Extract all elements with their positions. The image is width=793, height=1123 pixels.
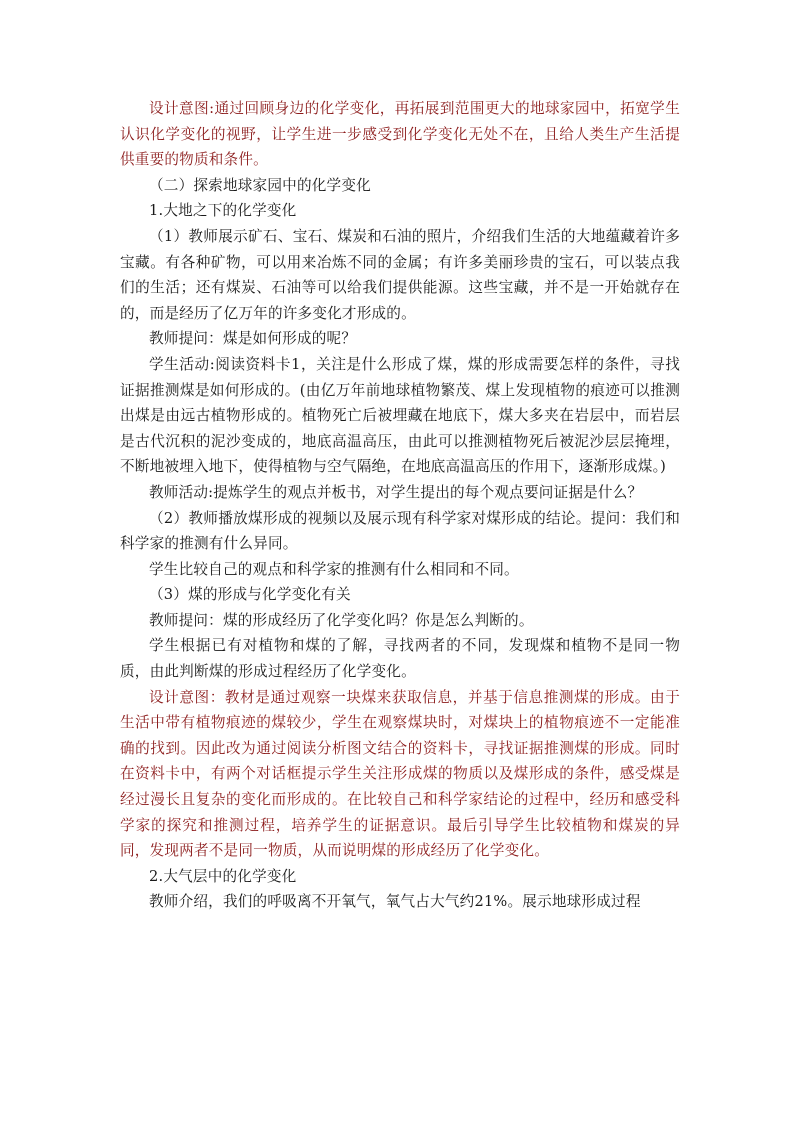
body-paragraph-teacher-show: （1）教师展示矿石、宝石、煤炭和石油的照片，介绍我们生活的大地蕴藏着许多宝藏。有各种矿物，可以用来冶炼不同的金属；有许多美丽珍贵的宝石，可以装点我们的生活；还有煤炭、石油等可以给我们提供能源。这些宝藏，并不是一开始就存在的，而是经历了亿万年的许多变化才形成的。 [120,227,680,322]
body-paragraph-video: （2）教师播放煤形成的视频以及展示现有科学家对煤形成的结论。提问：我们和科学家的推测有什么异同。 [120,509,680,553]
design-intent-paragraph-1: 设计意图:通过回顾身边的化学变化，再拓展到范围更大的地球家园中，拓宽学生认识化学变化的视野，让学生进一步感受到化学变化无处不在，且给人类生产生活提供重要的物质和条件。 [120,100,680,169]
body-paragraph-student-judge: 学生根据已有对植物和煤的了解，寻找两者的不同，发现煤和植物不是同一物质，由此判断煤的形成过程经历了化学变化。 [120,637,680,681]
subsection-heading-1: 1.大地之下的化学变化 [149,202,297,220]
body-paragraph-coal-chemistry: （3）煤的形成与化学变化有关 [149,586,351,604]
body-paragraph-student-activity: 学生活动:阅读资料卡1，关注是什么形成了煤，煤的形成需要怎样的条件，寻找证据推测煤是如何形成的。(由亿万年前地球植物繁茂、煤上发现植物的痕迹可以推测出煤是由远古植物形成的。植物死亡后被埋藏在地底下，煤大多夹在岩层中，而岩层是古代沉积的泥沙变成的，地底高温高压，由此可以推测植物死后被泥沙层层掩埋，不断地被埋入地下，使得植物与空气隔绝，在地底高温高压的作用下，逐渐形成煤。) [120,355,680,476]
document-body [120,96,680,915]
body-paragraph-teacher-question-1: 教师提问：煤是如何形成的呢？ [149,330,357,348]
body-paragraph-student-compare: 学生比较自己的观点和科学家的推测有什么相同和不同。 [149,560,519,578]
design-intent-paragraph-2: 设计意图：教材是通过观察一块煤来获取信息，并基于信息推测煤的形成。由于生活中带有植物痕迹的煤较少，学生在观察煤块时，对煤块上的植物痕迹不一定能准确的找到。因此改为通过阅读分析图文结合的资料卡，寻找证据推测煤的形成。同时在资料卡中，有两个对话框提示学生关注形成煤的物质以及煤形成的条件，感受煤是经过漫长且复杂的变化而形成的。在比较自己和科学家结论的过程中，经历和感受科学家的探究和推测过程，培养学生的证据意识。最后引导学生比较植物和煤炭的异同，发现两者不是同一物质，从而说明煤的形成经历了化学变化。 [120,688,680,860]
section-heading-2: （二）探索地球家园中的化学变化 [149,176,371,194]
body-paragraph-oxygen: 教师介绍，我们的呼吸离不开氧气，氧气占大气约21%。展示地球形成过程 [149,893,641,911]
body-paragraph-teacher-question-2: 教师提问：煤的形成经历了化学变化吗？你是怎么判断的。 [149,611,534,629]
body-paragraph-teacher-activity: 教师活动:提炼学生的观点并板书，对学生提出的每个观点要问证据是什么？ [149,483,643,501]
subsection-heading-2: 2.大气层中的化学变化 [149,867,297,885]
